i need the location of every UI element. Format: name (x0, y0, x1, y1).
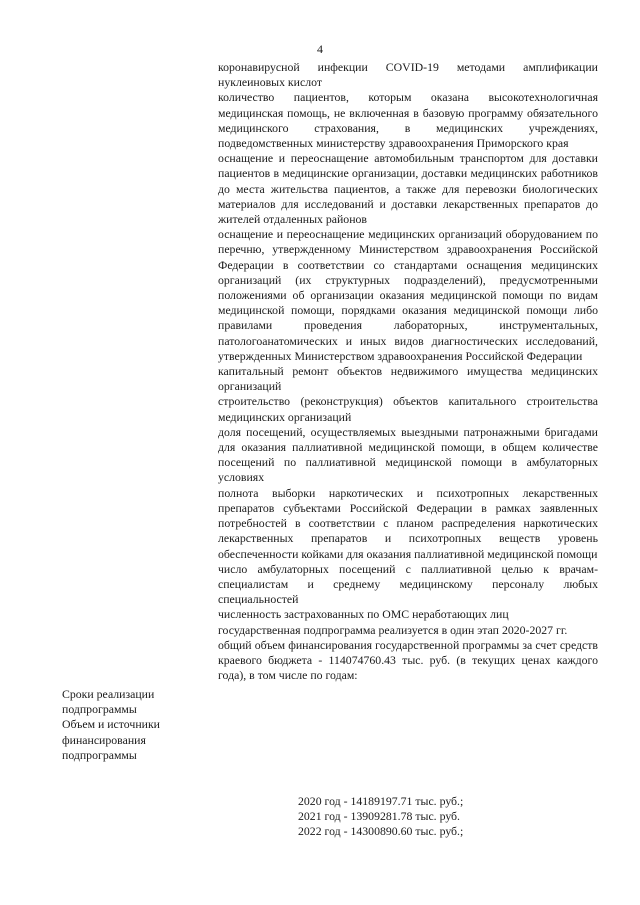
funding-years-list (298, 794, 598, 840)
funding-label: Объем и источники финансирования подпрограммы (62, 717, 160, 762)
funding-year-item: 2022 год - 14300890.60 тыс. руб.; (298, 824, 464, 839)
funding-year-item: 2021 год - 13909281.78 тыс. руб. (298, 809, 461, 824)
implementation-text: государственная подпрограмма реализуется в один этап 2020-2027 гг. (218, 622, 568, 637)
indicator-item: оснащение и переоснащение автомобильным транспортом для доставки пациентов в медицинские организации, доставки медицинских работников до места жительства пациентов, а также для перевозки биологических материалов для исследований и доставки лекарственных препаратов до жителей отдаленных районов (218, 151, 598, 227)
indicator-item: численность застрахованных по ОМС неработающих лиц (218, 607, 509, 622)
indicator-item: доля посещений, осуществляемых выездными патронажными бригадами для оказания паллиативной медицинской помощи, в общем количестве посещений по паллиативной медицинской помощи в амбулаторных условиях (218, 424, 598, 485)
implementation-label: Сроки реализации подпрограммы (62, 687, 155, 717)
indicators-column (218, 60, 598, 683)
indicator-item: капитальный ремонт объектов недвижимого имущества медицинских организаций (218, 364, 598, 394)
indicator-item: количество пациентов, которым оказана высокотехнологичная медицинская помощь, не включенная в базовую программу обязательного медицинского страхования, в медицинских учреждениях, подведомственных министерству здравоохранения Приморского края (218, 90, 598, 151)
indicator-item: оснащение и переоснащение медицинских организаций оборудованием по перечню, утвержденному Министерством здравоохранения Российской Федерации в соответствии со стандартами оснащения медицинских организаций (их структурных подразделений), предусмотренными положениями об организации оказания медицинской помощи по видам медицинской помощи, порядками оказания медицинской помощи либо правилами проведения лабораторных, инструментальных, патологоанатомических и иных видов диагностических исследований, утвержденных Министерством здравоохранения Российской Федерации (218, 227, 598, 363)
page-number: 4 (317, 42, 323, 56)
indicator-item: полнота выборки наркотических и психотропных лекарственных препаратов субъектами Российской Федерации в рамках заявленных потребностей в соответствии с планом распределения наркотических лекарственных препаратов и психотропных веществ уровень обеспеченности койками для оказания паллиативной медицинской помощи (218, 485, 598, 561)
funding-year-item: 2020 год - 14189197.71 тыс. руб.; (298, 794, 464, 808)
indicator-item: строительство (реконструкция) объектов капитального строительства медицинских организаций (218, 394, 598, 424)
passport-labels-column (62, 687, 212, 763)
indicator-item: коронавирусной инфекции COVID-19 методами амплификации нуклеиновых кислот (218, 60, 598, 90)
indicator-item: число амбулаторных посещений с паллиативной целью к врачам-специалистам и среднему медицинскому персоналу любых специальностей (218, 561, 598, 607)
funding-text: общий объем финансирования государственной программы за счет средств краевого бюджета - 114074760.43 тыс. руб. (в текущих ценах каждого года), в том числе по годам: (218, 637, 598, 683)
